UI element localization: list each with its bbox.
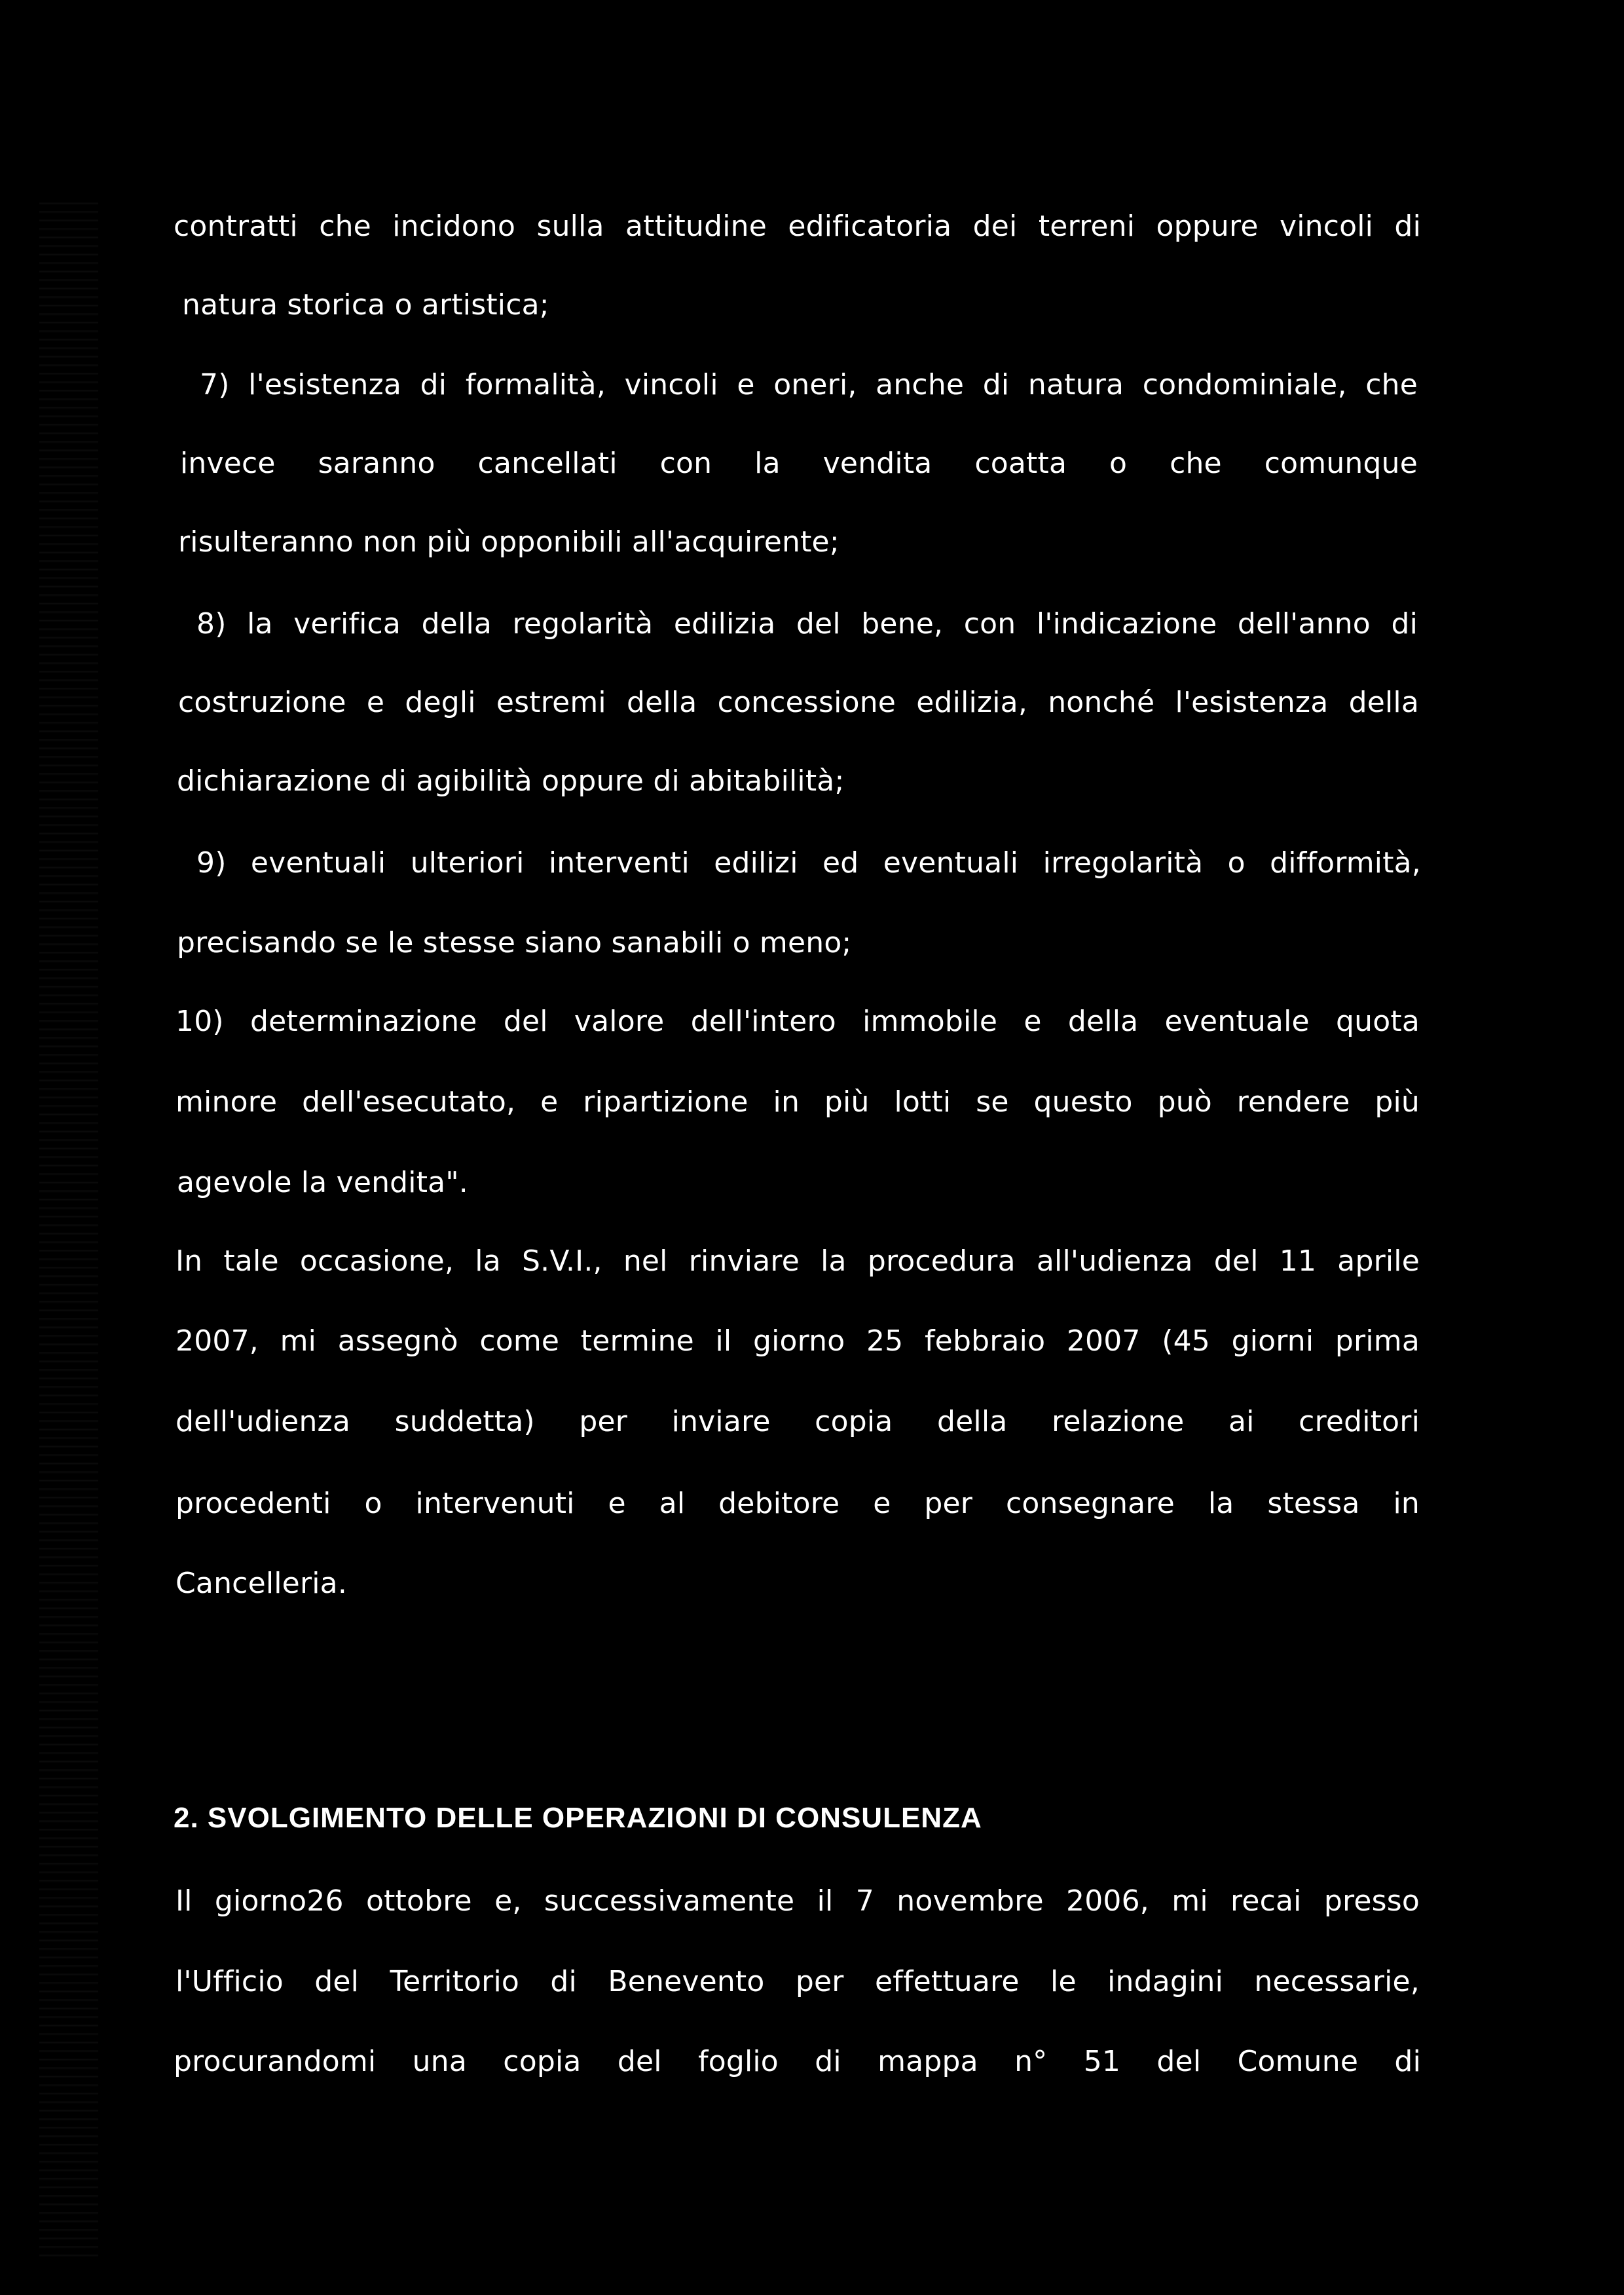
text-line: natura storica o artistica; — [182, 288, 549, 322]
text-line: costruzione e degli estremi della concessione edilizia, nonché l'esistenza della — [178, 686, 1419, 719]
text-line: l'Ufficio del Territorio di Benevento per effettuare le indagini necessarie, — [175, 1965, 1420, 1998]
text-line: 10) determinazione del valore dell'intero immobile e della eventuale quota — [175, 1005, 1420, 1038]
text-line: 8) la verifica della regolarità edilizia del bene, con l'indicazione dell'anno di — [196, 607, 1418, 641]
text-line: dichiarazione di agibilità oppure di abitabilità; — [177, 764, 845, 798]
text-line: 2007, mi assegnò come termine il giorno 25 febbraio 2007 (45 giorni prima — [175, 1324, 1420, 1358]
text-line: contratti che incidono sulla attitudine edificatoria dei terreni oppure vincoli di — [174, 210, 1421, 243]
text-line: Cancelleria. — [175, 1567, 348, 1600]
text-line: procurandomi una copia del foglio di mappa n° 51 del Comune di — [174, 2045, 1421, 2078]
text-line: 7) l'esistenza di formalità, vincoli e oneri, anche di natura condominiale, che — [200, 368, 1418, 401]
text-line: invece saranno cancellati con la vendita coatta o che comunque — [180, 447, 1418, 480]
scan-edge-artifact — [39, 196, 98, 2260]
text-line: dell'udienza suddetta) per inviare copia della relazione ai creditori — [175, 1405, 1420, 1438]
text-line: procedenti o intervenuti e al debitore e per consegnare la stessa in — [175, 1487, 1420, 1520]
text-line: In tale occasione, la S.V.I., nel rinviare la procedura all'udienza del 11 aprile — [175, 1244, 1420, 1278]
text-line: agevole la vendita". — [177, 1166, 468, 1199]
text-line: risulteranno non più opponibili all'acquirente; — [178, 525, 840, 559]
text-line: Il giorno26 ottobre e, successivamente il 7 novembre 2006, mi recai presso — [175, 1884, 1420, 1918]
text-line: precisando se le stesse siano sanabili o meno; — [177, 926, 852, 960]
section-heading: 2. SVOLGIMENTO DELLE OPERAZIONI DI CONSULENZA — [174, 1802, 982, 1834]
text-line: 9) eventuali ulteriori interventi edilizi ed eventuali irregolarità o difformità, — [196, 846, 1421, 880]
text-line: minore dell'esecutato, e ripartizione in più lotti se questo può rendere più — [175, 1085, 1420, 1119]
